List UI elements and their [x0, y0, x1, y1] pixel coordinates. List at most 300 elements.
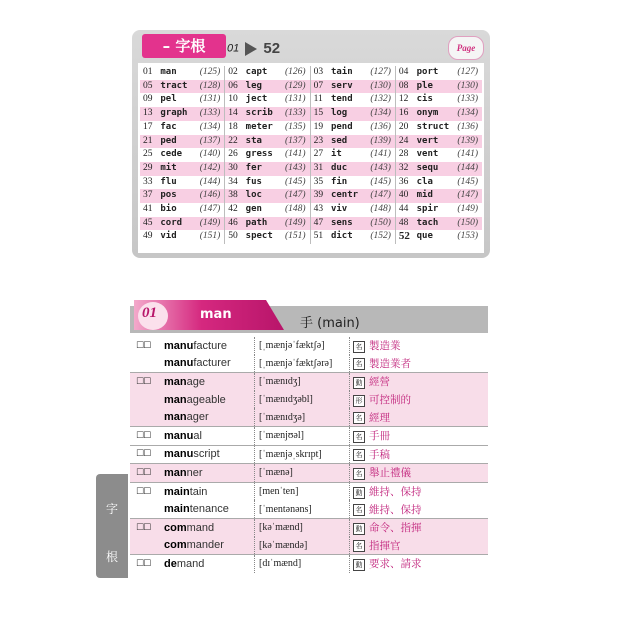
word-entry [164, 337, 255, 355]
word-rest: script [193, 448, 220, 461]
index-number: 17 [143, 121, 153, 132]
part-of-speech-badge: 形 [353, 395, 365, 407]
word-pronunciation: [kəˈmænd] [255, 518, 350, 536]
word-entry [164, 445, 255, 464]
word-rest: ager [186, 411, 209, 424]
part-of-speech-badge: 動 [353, 523, 365, 535]
index-number: 20 [398, 121, 409, 132]
index-root: cede [160, 149, 183, 160]
index-number: 11 [313, 94, 323, 105]
checkbox-pair-icon[interactable]: ☐☐ [130, 445, 164, 464]
index-page: (130) [456, 80, 482, 94]
index-root: log [331, 107, 369, 121]
part-of-speech [350, 482, 366, 500]
index-number: 42 [228, 204, 238, 215]
index-page: (145) [457, 176, 478, 187]
index-number: 32 [395, 162, 416, 176]
checkbox-pair-icon[interactable]: ☐☐ [130, 518, 164, 536]
index-number: 24 [395, 135, 416, 149]
index-number: 21 [140, 135, 160, 149]
index-row [140, 93, 482, 107]
index-root: struct [416, 121, 450, 132]
word-stem: man [164, 411, 187, 424]
index-root: man [160, 67, 177, 77]
index-root: sequ [417, 162, 457, 176]
word-entry [164, 391, 255, 409]
word-row [130, 408, 488, 426]
part-of-speech-badge: 名 [353, 540, 365, 552]
word-rest: age [186, 375, 205, 388]
root-index-table [140, 66, 482, 244]
index-root: pend [330, 121, 353, 132]
part-of-speech-badge: 名 [353, 341, 365, 353]
word-meaning: 指揮官 [365, 537, 488, 555]
word-row [130, 445, 488, 464]
index-page: (144) [199, 176, 225, 190]
part-of-speech-badge: 名 [353, 431, 365, 443]
part-of-speech [350, 500, 366, 518]
index-page: (130) [369, 80, 395, 94]
index-root: cis [416, 94, 433, 105]
index-page: (143) [369, 162, 395, 176]
word-pronunciation: [ˌmænjəˈfæktʃərə] [255, 355, 350, 373]
index-page: (147) [199, 203, 225, 217]
index-page: (147) [456, 189, 482, 203]
index-row [140, 189, 482, 203]
checkbox-pair-icon[interactable] [130, 355, 164, 373]
index-root: mit [160, 162, 198, 176]
index-root: tract [160, 80, 198, 94]
word-stem: manu [164, 429, 194, 442]
index-root: graph [160, 107, 198, 121]
checkbox-pair-icon[interactable] [130, 500, 164, 518]
card-range [227, 40, 280, 57]
index-number: 30 [225, 162, 246, 176]
index-page: (147) [284, 189, 310, 203]
index-page: (141) [457, 149, 478, 160]
word-pronunciation: [dɪˈmænd] [255, 555, 350, 573]
index-page: (148) [284, 203, 310, 217]
index-page: (151) [284, 230, 310, 244]
section-meaning: 手 (main) [300, 316, 360, 331]
word-rest: facturer [193, 357, 231, 370]
index-number: 16 [395, 107, 416, 121]
checkbox-pair-icon[interactable]: ☐☐ [136, 340, 151, 351]
checkbox-pair-icon[interactable]: ☐☐ [130, 464, 164, 483]
index-page: (149) [199, 217, 225, 231]
part-of-speech-badge: 名 [353, 449, 365, 461]
index-root: cord [160, 217, 198, 231]
index-page: (151) [199, 230, 225, 244]
index-number: 48 [395, 217, 416, 231]
part-of-speech [350, 337, 366, 355]
index-root: vent [416, 149, 439, 160]
index-page: (142) [199, 162, 225, 176]
index-number: 19 [313, 121, 324, 132]
index-row [140, 217, 482, 231]
index-page: (131) [284, 93, 310, 107]
index-number: 35 [313, 176, 324, 187]
side-chapter-tab [96, 474, 128, 578]
word-meaning: 可控制的 [365, 391, 488, 409]
index-page: (150) [369, 217, 395, 231]
range-to: 52 [263, 40, 281, 57]
index-root: ject [245, 94, 268, 105]
word-meaning: 命令、指揮 [365, 518, 488, 536]
index-number: 39 [310, 189, 331, 203]
part-of-speech [350, 355, 366, 373]
index-number: 52 [398, 230, 410, 243]
word-entry [164, 500, 255, 518]
index-number: 06 [225, 80, 246, 94]
part-of-speech [350, 555, 366, 573]
index-number: 14 [225, 107, 246, 121]
checkbox-pair-icon[interactable]: ☐☐ [130, 426, 164, 445]
index-number: 23 [310, 135, 331, 149]
index-number: 50 [228, 231, 238, 242]
page-badge: Page [448, 36, 484, 60]
word-row [130, 426, 488, 445]
word-stem: man [164, 375, 187, 388]
root-index-card [132, 30, 490, 258]
index-root: tend [330, 94, 353, 105]
index-page: (137) [284, 135, 310, 149]
index-row [140, 162, 482, 176]
word-rest: facture [193, 339, 227, 352]
section-header [130, 296, 488, 336]
index-root: it [330, 149, 342, 160]
checkbox-pair-icon[interactable] [130, 537, 164, 555]
index-root: pel [160, 94, 177, 105]
word-list [130, 337, 488, 573]
index-number: 44 [398, 204, 409, 215]
index-root: sta [246, 135, 284, 149]
index-root: ple [417, 80, 457, 94]
index-root: pos [160, 189, 198, 203]
index-root: mid [417, 189, 457, 203]
index-row [140, 230, 482, 244]
word-row [130, 373, 488, 391]
index-number: 12 [398, 94, 409, 105]
word-pronunciation: [kəˈmændə] [255, 537, 350, 555]
index-number: 49 [143, 231, 153, 242]
index-page: (139) [369, 135, 395, 149]
index-page: (137) [199, 135, 225, 149]
index-number: 47 [310, 217, 331, 231]
index-root: loc [246, 189, 284, 203]
index-page: (140) [199, 148, 225, 162]
index-row [140, 66, 482, 80]
range-from: 01 [227, 42, 240, 55]
index-number: 05 [140, 80, 160, 94]
word-stem: com [164, 539, 187, 552]
index-page: (134) [199, 121, 225, 135]
index-page: (133) [284, 107, 310, 121]
index-row [140, 135, 482, 149]
index-page: (143) [284, 162, 310, 176]
word-row [130, 391, 488, 409]
index-root: port [416, 67, 439, 77]
index-root: gress [245, 149, 273, 160]
part-of-speech-badge: 名 [353, 504, 365, 516]
part-of-speech-badge: 名 [353, 412, 365, 424]
index-number: 51 [313, 231, 324, 242]
index-number: 15 [310, 107, 331, 121]
index-number: 41 [143, 204, 153, 215]
index-page: (134) [369, 107, 395, 121]
index-root: centr [331, 189, 369, 203]
word-rest: ner [186, 466, 203, 479]
word-pronunciation: [ˈmænɪdʒ] [255, 373, 350, 391]
word-meaning: 維持、保持 [365, 482, 488, 500]
index-page: (133) [199, 107, 225, 121]
word-meaning: 舉止禮儀 [365, 464, 488, 483]
index-root: fer [246, 162, 284, 176]
word-meaning: 製造業者 [369, 357, 411, 370]
part-of-speech-badge: 動 [353, 487, 365, 499]
part-of-speech-badge: 名 [353, 358, 365, 370]
index-number: 13 [140, 107, 160, 121]
index-row [140, 176, 482, 190]
index-root: ped [160, 135, 198, 149]
word-rest: tain [189, 485, 208, 498]
word-entry [164, 426, 255, 445]
word-row [130, 355, 488, 373]
index-root: spir [416, 204, 439, 215]
index-page: (132) [369, 93, 395, 107]
index-root: spect [245, 231, 273, 242]
word-meaning: 要求、請求 [365, 555, 488, 573]
word-rest: al [193, 429, 202, 442]
word-stem: manu [164, 339, 194, 352]
part-of-speech [350, 373, 366, 391]
word-row [130, 537, 488, 555]
index-root: fus [245, 176, 262, 187]
word-stem: main [164, 485, 190, 498]
word-pronunciation: [ˌmænjəˈfæktʃə] [255, 337, 350, 355]
index-number: 25 [143, 149, 153, 160]
part-of-speech [350, 537, 366, 555]
index-number: 09 [143, 94, 153, 105]
part-of-speech [350, 518, 366, 536]
index-root: cla [416, 176, 433, 187]
word-stem: main [164, 503, 190, 516]
index-number: 34 [228, 176, 238, 187]
word-meaning: 經營 [365, 373, 488, 391]
word-entry [164, 555, 255, 573]
index-root: fac [160, 121, 177, 132]
index-root: capt [245, 67, 268, 77]
word-pronunciation: [ˈmænɪdʒə] [255, 408, 350, 426]
index-page: (136) [457, 121, 478, 132]
side-tab-char-1: 字 [105, 502, 118, 516]
part-of-speech [350, 426, 366, 445]
word-entry [164, 482, 255, 500]
index-page: (145) [369, 176, 395, 190]
checkbox-pair-icon[interactable] [130, 408, 164, 426]
index-number: 45 [140, 217, 160, 231]
index-page: (141) [284, 148, 310, 162]
index-page: (153) [457, 231, 478, 242]
checkbox-pair-icon[interactable]: ☐☐ [130, 373, 164, 391]
index-row [140, 80, 482, 94]
index-page: (141) [369, 148, 395, 162]
word-pronunciation: [ˈmænjʊəl] [255, 426, 350, 445]
index-number: 08 [395, 80, 416, 94]
index-number: 22 [225, 135, 246, 149]
word-pronunciation: [ˈmænjəˌskrɪpt] [255, 445, 350, 464]
index-number: 36 [398, 176, 409, 187]
word-stem: manu [164, 448, 194, 461]
index-number: 37 [140, 189, 160, 203]
index-page: (144) [456, 162, 482, 176]
word-stem: de [164, 557, 177, 570]
index-root: leg [246, 80, 284, 94]
index-page: (148) [369, 203, 395, 217]
index-number: 10 [228, 94, 238, 105]
index-root: duc [331, 162, 369, 176]
index-page: (128) [199, 80, 225, 94]
index-page: (125) [199, 66, 225, 80]
part-of-speech [350, 464, 366, 483]
index-root: viv [330, 204, 348, 215]
part-of-speech-badge: 名 [353, 468, 365, 480]
index-number: 04 [398, 67, 409, 77]
index-page: (133) [457, 94, 478, 105]
word-meaning: 經理 [365, 408, 488, 426]
index-root: path [246, 217, 284, 231]
index-row [140, 107, 482, 121]
index-root: fin [330, 176, 348, 187]
checkbox-pair-icon[interactable]: ☐☐ [130, 555, 164, 573]
word-row [130, 337, 488, 355]
index-root: tach [417, 217, 457, 231]
index-page: (145) [284, 176, 310, 190]
word-pronunciation: [menˈten] [255, 482, 350, 500]
index-number: 38 [225, 189, 246, 203]
word-entry [164, 355, 255, 373]
word-stem: man [164, 393, 187, 406]
index-number: 03 [313, 67, 324, 77]
word-entry [164, 408, 255, 426]
word-stem: manu [164, 357, 194, 370]
word-row [130, 482, 488, 500]
word-pronunciation: [ˈmentənəns] [255, 500, 350, 518]
word-pronunciation: [ˈmænɪdʒəbl] [255, 391, 350, 409]
index-root: flu [160, 176, 177, 187]
index-root: scrib [246, 107, 284, 121]
index-page: (131) [199, 93, 225, 107]
index-root: bio [160, 204, 177, 215]
index-row [140, 148, 482, 162]
word-rest: ageable [186, 393, 226, 406]
index-root: tain [330, 67, 353, 77]
index-number: 40 [395, 189, 416, 203]
index-root: sed [331, 135, 369, 149]
index-root: vid [160, 231, 177, 242]
index-root: onym [417, 107, 457, 121]
index-page: (134) [456, 107, 482, 121]
word-entry [164, 464, 255, 483]
index-number: 18 [228, 121, 238, 132]
index-number: 29 [140, 162, 160, 176]
part-of-speech-badge: 動 [353, 559, 365, 571]
word-entry [164, 373, 255, 391]
card-title: – 字根 [142, 34, 226, 58]
word-entry [164, 537, 255, 555]
word-entry [164, 518, 255, 536]
section-root: man [200, 307, 232, 322]
word-row [130, 518, 488, 536]
word-row [130, 500, 488, 518]
word-rest: mand [186, 521, 215, 534]
index-number: 28 [398, 149, 409, 160]
checkbox-pair-icon[interactable] [130, 391, 164, 409]
part-of-speech [350, 445, 366, 464]
index-root: sens [331, 217, 369, 231]
index-page: (152) [369, 230, 395, 244]
index-number: 27 [313, 149, 324, 160]
word-rest: tenance [189, 503, 229, 516]
index-root: gen [245, 204, 262, 215]
index-root: meter [245, 121, 273, 132]
word-meaning: 製造業 [369, 340, 401, 353]
index-page: (147) [369, 189, 395, 203]
index-root: vert [417, 135, 457, 149]
index-page: (149) [284, 217, 310, 231]
part-of-speech-badge: 動 [353, 377, 365, 389]
index-page: (126) [284, 66, 310, 80]
word-stem: man [164, 466, 187, 479]
word-rest: mander [186, 539, 224, 552]
checkbox-pair-icon[interactable]: ☐☐ [130, 482, 164, 500]
index-row [140, 203, 482, 217]
index-page: (149) [457, 204, 478, 215]
word-meaning: 手冊 [365, 426, 488, 445]
word-row [130, 555, 488, 573]
index-page: (139) [456, 135, 482, 149]
index-number: 01 [143, 67, 153, 77]
index-root: dict [330, 231, 353, 242]
index-number: 02 [228, 67, 238, 77]
index-page: (129) [284, 80, 310, 94]
index-number: 31 [310, 162, 331, 176]
index-page: (127) [369, 66, 395, 80]
word-stem: com [164, 521, 187, 534]
word-meaning: 手稿 [365, 445, 488, 464]
index-number: 26 [228, 149, 238, 160]
index-page: (127) [457, 67, 478, 77]
arrow-right-icon [245, 42, 257, 56]
index-page: (150) [456, 217, 482, 231]
index-number: 43 [313, 204, 324, 215]
index-page: (146) [199, 189, 225, 203]
index-page: (136) [369, 121, 395, 135]
side-tab-char-2: 根 [105, 550, 118, 564]
index-number: 07 [310, 80, 331, 94]
word-pronunciation: [ˈmænə] [255, 464, 350, 483]
word-meaning: 維持、保持 [369, 503, 422, 516]
part-of-speech [350, 408, 366, 426]
index-table-area [138, 63, 484, 253]
index-root: que [416, 231, 433, 242]
section-number: 01 [142, 305, 157, 321]
word-rest: mand [176, 557, 205, 570]
index-number: 46 [225, 217, 246, 231]
index-number: 33 [143, 176, 153, 187]
word-row [130, 464, 488, 483]
index-row [140, 121, 482, 135]
